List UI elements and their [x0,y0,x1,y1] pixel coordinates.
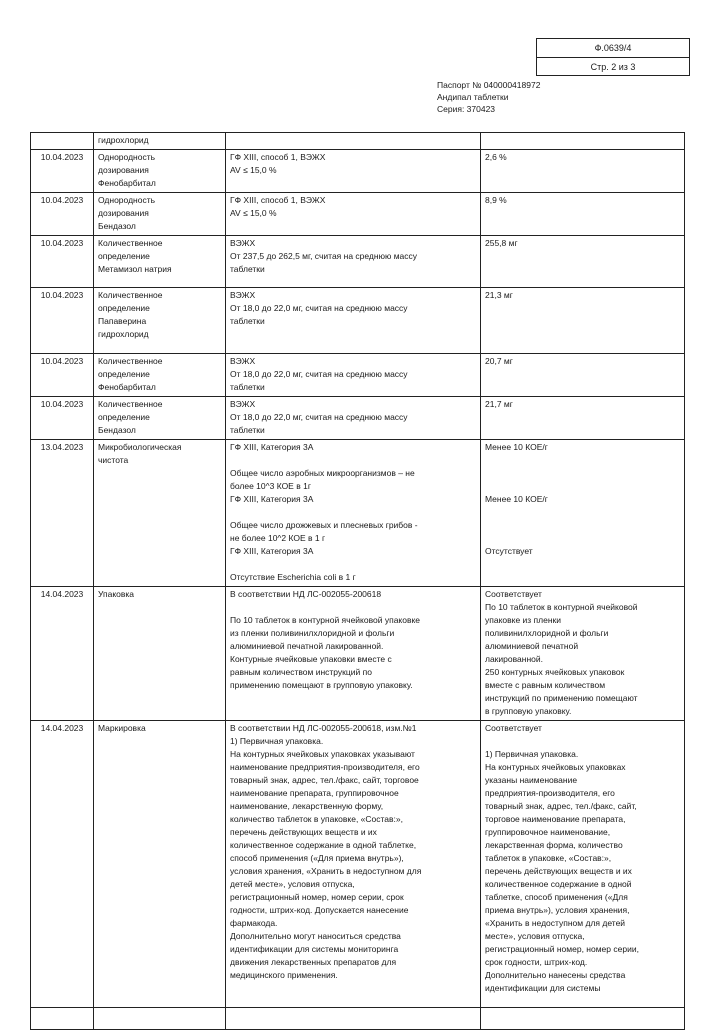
passport-header [437,79,540,115]
method-cell [226,133,481,150]
result-cell: 21,7 мг [481,397,685,440]
test-name-cell: Маркировка [94,721,226,1008]
table-row [31,150,685,193]
test-name-cell: Количественное определение Бендазол [94,397,226,440]
test-name-cell: Микробиологическая чистота [94,440,226,587]
date-cell: 10.04.2023 [31,150,94,193]
table-row [31,288,685,354]
test-name-cell: Однородность дозирования Бендазол [94,193,226,236]
form-code: Ф.0639/4 [537,39,689,58]
result-cell: Соответствует По 10 таблеток в контурной ячейковой упаковке из пленки поливинилхлоридной и фольги алюминиевой печатной лакированной. 250 контурных ячейковых упаковок вместе с равным количеством инструкций по применению помещают в групповую упаковку. [481,587,685,721]
test-name-cell: Количественное определение Папаверина гидрохлорид [94,288,226,354]
result-cell: 2,6 % [481,150,685,193]
table-row [31,354,685,397]
table-row [31,397,685,440]
result-cell: 255,8 мг [481,236,685,288]
date-cell: 10.04.2023 [31,397,94,440]
method-cell: ВЭЖХ От 18,0 до 22,0 мг, считая на среднюю массу таблетки [226,397,481,440]
method-cell: В соответствии НД ЛС-002055-200618 По 10 таблеток в контурной ячейковой упаковке из пленки поливинилхлоридной и фольги алюминиевой печатной лакированной. Контурные ячейковые упаковки вместе с равным количеством инструкций по применению помещают в групповую упаковку. [226,587,481,721]
method-cell: В соответствии НД ЛС-002055-200618, изм.№1 1) Первичная упаковка. На контурных ячейковых упаковках указывают наименование предприятия-производителя, его товарный знак, адрес, тел./факс, сайт, торговое наименование препарата, группировочное наименование, лекарственную форму, количество таблеток в упаковке, «Состав:», перечень действующих веществ и их количественное содержание в одной таблетке, способ применения («Для приема внутрь»), условия хранения, «Хранить в недоступном для детей месте», условия отпуска, регистрационный номер, номер серии, срок годности, штрих-код. Допускается нанесение фармакода. Дополнительно могут наноситься средства идентификации для системы мониторинга движения лекарственных препаратов для медицинского применения. [226,721,481,1008]
date-cell: 14.04.2023 [31,721,94,1008]
date-cell: 13.04.2023 [31,440,94,587]
date-cell: 10.04.2023 [31,288,94,354]
method-cell [226,1008,481,1030]
test-name-cell: Количественное определение Метамизол натрия [94,236,226,288]
passport-number: Паспорт № 040000418972 [437,80,541,90]
date-cell: 10.04.2023 [31,193,94,236]
table-row [31,1008,685,1030]
test-name-cell: Упаковка [94,587,226,721]
test-name-cell [94,1008,226,1030]
table-row [31,440,685,587]
test-results-table [30,132,685,1030]
result-cell [481,1008,685,1030]
method-cell: ГФ XIII, способ 1, ВЭЖХ AV ≤ 15,0 % [226,150,481,193]
table-row [31,193,685,236]
table-row [31,721,685,1008]
result-cell: 21,3 мг [481,288,685,354]
date-cell: 10.04.2023 [31,236,94,288]
result-cell: 8,9 % [481,193,685,236]
result-cell: Соответствует 1) Первичная упаковка. На контурных ячейковых упаковках указаны наименование предприятия-производителя, его товарный знак, адрес, тел./факс, сайт, торговое наименование препарата, группировочное наименование, лекарственная форма, количество таблеток в упаковке, «Состав:», перечень действующих веществ и их количественное содержание в одной таблетке, способ применения («Для приема внутрь»), условия хранения, «Хранить в недоступном для детей месте», условия отпуска, регистрационный номер, номер серии, срок годности, штрих-код. Дополнительно нанесены средства идентификации для системы [481,721,685,1008]
result-cell: Менее 10 КОЕ/г Менее 10 КОЕ/г Отсутствует [481,440,685,587]
date-cell: 10.04.2023 [31,354,94,397]
date-cell [31,1008,94,1030]
product-name: Андипал таблетки [437,92,509,102]
table-row [31,133,685,150]
table-row [31,236,685,288]
test-name-cell: гидрохлорид [94,133,226,150]
result-cell: 20,7 мг [481,354,685,397]
method-cell: ВЭЖХ От 237,5 до 262,5 мг, считая на среднюю массу таблетки [226,236,481,288]
method-cell: ГФ XIII, способ 1, ВЭЖХ AV ≤ 15,0 % [226,193,481,236]
form-number-box [536,38,690,76]
page-indicator: Стр. 2 из 3 [590,62,636,72]
series-number: Серия: 370423 [437,104,496,114]
method-cell: ВЭЖХ От 18,0 до 22,0 мг, считая на среднюю массу таблетки [226,288,481,354]
date-cell [31,133,94,150]
method-cell: ВЭЖХ От 18,0 до 22,0 мг, считая на среднюю массу таблетки [226,354,481,397]
result-cell [481,133,685,150]
table-row [31,587,685,721]
test-name-cell: Однородность дозирования Фенобарбитал [94,150,226,193]
date-cell: 14.04.2023 [31,587,94,721]
method-cell: ГФ XIII, Категория 3А Общее число аэробных микроорганизмов – не более 10^3 КОЕ в 1г ГФ XIII, Категория 3А Общее число дрожжевых и плесневых грибов - не более 10^2 КОЕ в 1 г ГФ XIII, Категория 3А Отсутствие Escherichia coli в 1 г [226,440,481,587]
test-name-cell: Количественное определение Фенобарбитал [94,354,226,397]
